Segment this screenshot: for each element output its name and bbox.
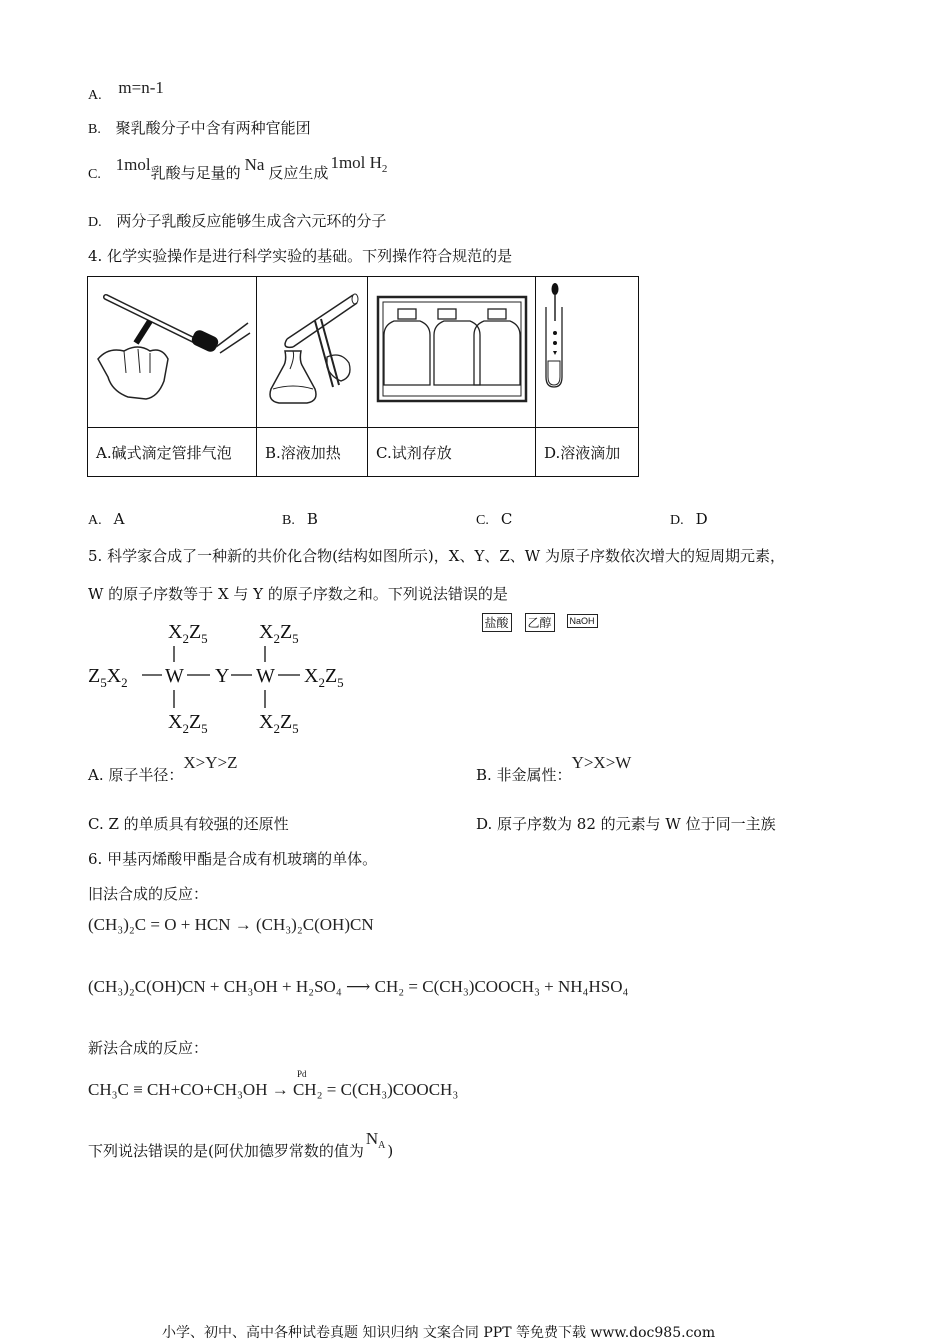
figure-solution-dropping [536,277,639,428]
svg-text:Z5X2: $Z_5X_2$ [88,665,128,690]
q5-stem-line1: 5. 科学家合成了一种新的共价化合物(结构如图所示)，X、Y、Z、W 为原子序数依次增大的短周期元素， [88,547,785,565]
q5-option-b: B. 非金属性：Y>X>W [476,753,632,784]
q3-option-d: D. 两分子乳酸反应能够生成含六元环的分子 [88,212,387,230]
q5-option-d: D. 原子序数为 82 的元素与 W 位于同一主族 [476,815,776,833]
q3-option-c: C. 1mol乳酸与足量的 Na 反应生成1mol $H_2$ [88,153,388,182]
q4-answer-c: C. C [476,510,513,528]
q6-question: 下列说法错误的是(阿伏加德罗常数的值为$N_A$ ) [88,1129,394,1160]
q6-new-method-title: 新法合成的反应： [88,1039,209,1057]
svg-text:X2Z5: $X_2Z_5$ [168,621,208,646]
svg-text:X2Z5: $X_2Z_5$ [168,711,208,736]
q4-answer-a: A. A [88,510,125,528]
bottle-label-ethanol: 乙醇 [525,613,555,632]
q5-option-a: A. 原子半径：X>Y>Z [88,753,238,784]
caption-a: A.碱式滴定管排气泡 [88,428,257,477]
q5-option-c: C. Z 的单质具有较强的还原性 [88,815,289,833]
q6-old-method-title: 旧法合成的反应： [88,885,209,903]
svg-text:Y: Y [215,665,230,687]
svg-text:X2Z5: $X_2Z_5$ [259,711,299,736]
q5-structure-diagram [88,614,368,742]
bottle-label-hcl: 盐酸 [482,613,512,632]
figure-solution-heating [257,277,368,428]
q6-stem: 6. 甲基丙烯酸甲酯是合成有机玻璃的单体。 [88,850,378,868]
q6-equation-2: (CH₃)₂C(OH)CN + CH₃OH + H₂SO₄ ⟶ CH₂ = C(CH₃)COOCH₃ + NH₄HSO₄ [88,977,629,996]
q6-equation-1: (CH₃)₂C = O + HCN → (CH₃)₂C(OH)CN [88,915,374,934]
svg-text:X2Z5: $X_2Z_5$ [259,621,299,646]
svg-text:X2Z5: $X_2Z_5$ [304,665,344,690]
q5-stem-line2: W 的原子序数等于 X 与 Y 的原子序数之和。下列说法错误的是 [88,585,508,603]
q6-equation-3: CH₃C ≡ CH+CO+CH₃OH → CH₂ = C(CH₃)COOCH₃ [88,1080,459,1099]
figure-burette-bubble [88,277,257,428]
q4-answer-b: B. B [282,510,318,528]
q3-option-a: A. m=n-1 [88,78,164,103]
bottle-label-naoh: NaOH [567,614,598,628]
q6-catalyst: Pd [297,1069,307,1079]
q3-option-b: B. 聚乳酸分子中含有两种官能团 [88,119,311,137]
caption-b: B.溶液加热 [257,428,368,477]
caption-d: D.溶液滴加 [536,428,639,477]
q4-stem: 4. 化学实验操作是进行科学实验的基础。下列操作符合规范的是 [88,247,513,265]
caption-c: C.试剂存放 [368,428,536,477]
q4-answer-d: D. D [670,510,708,528]
svg-text:W: W [256,665,275,687]
svg-text:W: W [165,665,184,687]
page-footer: 小学、初中、高中各种试卷真题 知识归纳 文案合同 PPT 等免费下载 www.doc985.com [162,1325,716,1341]
